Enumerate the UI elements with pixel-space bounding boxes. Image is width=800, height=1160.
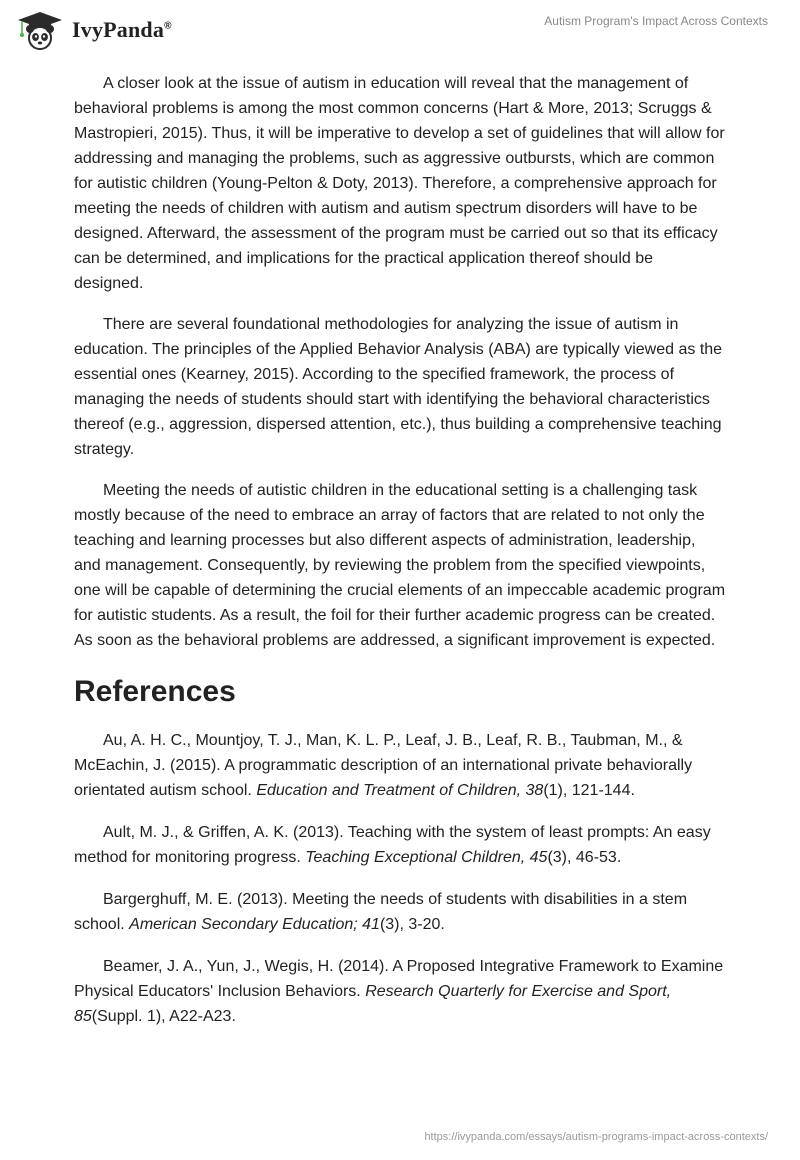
reference-source: Education and Treatment of Children, 38 xyxy=(256,782,544,799)
reference-source: American Secondary Education; 41 xyxy=(129,916,380,933)
body-paragraph: Meeting the needs of autistic children in the educational setting is a challenging task mostly because of the need to embrace an array of factors that are related to not only the teaching and learning processes but also different aspects of administration, leadership, and management. Consequently, by reviewing the problem from the specified viewpoints, one will be capable of determining the crucial elements of an impeccable academic program for autistic students. As a result, the foil for their further academic progress can be created. As soon as the behavioral problems are addressed, a significant improvement is expected. xyxy=(74,482,726,649)
logo-wordmark: IvyPanda® xyxy=(72,17,172,42)
reference-source: Teaching Exceptional Children, 45 xyxy=(305,849,548,866)
document-title: Autism Program's Impact Across Contexts xyxy=(544,14,768,28)
footer-source-url[interactable]: https://ivypanda.com/essays/autism-programs-impact-across-contexts/ xyxy=(424,1131,768,1143)
reference-source: Research Quarterly for Exercise and Sport, 85 xyxy=(74,983,672,1025)
reference-item: Ault, M. J., & Griffen, A. K. (2013). Teaching with the system of least prompts: An easy method for monitoring progress. Teaching Exceptional Children, 45(3), 46-53. xyxy=(74,824,711,866)
essay-content xyxy=(74,71,726,1046)
references-heading: References xyxy=(74,675,236,708)
body-paragraph: There are several foundational methodologies for analyzing the issue of autism in education. The principles of the Applied Behavior Analysis (ABA) are typically viewed as the essential ones (Kearney, 2015). According to the specified framework, the process of managing the needs of students should start with identifying the behavioral characteristics thereof (e.g., aggression, dispersed attention, etc.), thus building a comprehensive teaching strategy. xyxy=(74,316,723,458)
reference-item: Au, A. H. C., Mountjoy, T. J., Man, K. L. P., Leaf, J. B., Leaf, R. B., Taubman, M., & McEachin, J. (2015). A programmatic description of an international private behaviorally orientated autism school. Education and Treatment of Children, 38(1), 121-144. xyxy=(74,732,693,799)
reference-item: Beamer, J. A., Yun, J., Wegis, H. (2014). A Proposed Integrative Framework to Examine Physical Educators' Inclusion Behaviors. Research Quarterly for Exercise and Sport, 85(Suppl. 1), A22-A23. xyxy=(74,958,724,1025)
reference-item: Bargerghuff, M. E. (2013). Meeting the needs of students with disabilities in a stem school. American Secondary Education; 41(3), 3-20. xyxy=(74,891,688,933)
body-paragraph: A closer look at the issue of autism in education will reveal that the management of behavioral problems is among the most common concerns (Hart & More, 2013; Scruggs & Mastropieri, 2015). Thus, it will be imperative to develop a set of guidelines that will allow for addressing and managing the problems, such as aggressive outbursts, which are common for autistic children (Young-Pelton & Doty, 2013). Therefore, a comprehensive approach for meeting the needs of children with autism and autism spectrum disorders will have to be designed. Afterward, the assessment of the program must be carried out so that its efficacy can be determined, and implications for the practical application thereof should be designed. xyxy=(74,75,725,292)
page-header xyxy=(0,0,800,60)
ivypanda-logo[interactable] xyxy=(14,10,172,50)
panda-logo-icon xyxy=(14,10,66,50)
